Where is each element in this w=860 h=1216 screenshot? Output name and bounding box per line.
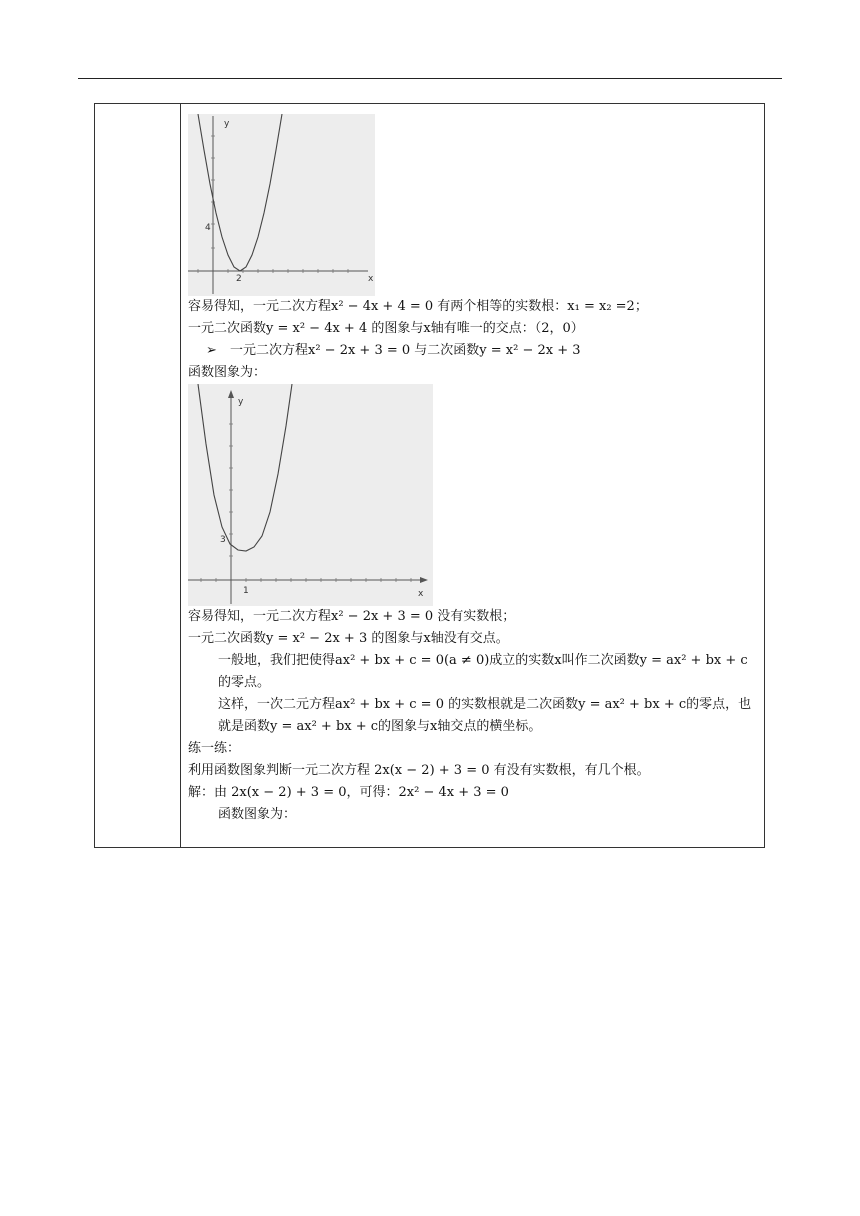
graph2-y-arrow bbox=[228, 390, 234, 398]
graph2-x-label: x bbox=[418, 589, 424, 599]
text-line-11: 解：由 2x(x − 2) + 3 = 0，可得：2x² − 4x + 3 = 0 bbox=[188, 785, 509, 800]
text-line-10: 利用函数图象判断一元二次方程 2x(x − 2) + 3 = 0 有没有实数根，有几个根。 bbox=[188, 763, 650, 778]
graph2-tick-y: 3 bbox=[220, 535, 226, 545]
text-line-4: 函数图象为： bbox=[188, 365, 267, 380]
bullet-arrow-icon: ➢ bbox=[206, 343, 217, 358]
graph2-y-label: y bbox=[238, 397, 244, 407]
graph1-y-label: y bbox=[224, 119, 230, 129]
graph1-curve bbox=[198, 114, 282, 271]
graph-parabola-1 bbox=[188, 114, 375, 296]
graph2-curve bbox=[198, 384, 292, 551]
text-line-12: 函数图象为： bbox=[218, 807, 297, 822]
text-line-9: 练一练： bbox=[188, 741, 241, 756]
text-line-8: 这样，一次二元方程ax² + bx + c = 0 的实数根就是二次函数y = ax² + bx + c的零点，也就是函数y = ax² + bx + c的图象与x轴交点的横坐标。 bbox=[218, 697, 752, 734]
graph-parabola-2 bbox=[188, 384, 433, 606]
text-line-7: 一般地，我们把使得ax² + bx + c = 0(a ≠ 0)成立的实数x叫作二次函数y = ax² + bx + c的零点。 bbox=[218, 653, 748, 690]
graph1-tick-y: 4 bbox=[205, 223, 211, 233]
text-line-3: 一元二次方程x² − 2x + 3 = 0 与二次函数y = x² − 2x + 3 bbox=[230, 343, 581, 358]
text-line-5: 容易得知，一元二次方程x² − 2x + 3 = 0 没有实数根； bbox=[188, 609, 516, 624]
graph1-x-label: x bbox=[368, 274, 374, 284]
content-table bbox=[94, 103, 765, 848]
graph2-x-arrow bbox=[420, 577, 428, 583]
text-line-2: 一元二次函数y = x² − 4x + 4 的图象与x轴有唯一的交点：（2，0） bbox=[188, 321, 584, 336]
content-cell bbox=[188, 114, 758, 826]
header-rule bbox=[78, 78, 782, 79]
column-divider bbox=[180, 104, 181, 847]
graph1-tick-x: 2 bbox=[236, 274, 242, 284]
graph2-tick-x: 1 bbox=[243, 586, 249, 596]
bullet-line bbox=[188, 340, 758, 362]
text-line-6: 一元二次函数y = x² − 2x + 3 的图象与x轴没有交点。 bbox=[188, 631, 509, 646]
text-line-1: 容易得知，一元二次方程x² − 4x + 4 = 0 有两个相等的实数根：x₁ = x₂ =2； bbox=[188, 299, 648, 314]
